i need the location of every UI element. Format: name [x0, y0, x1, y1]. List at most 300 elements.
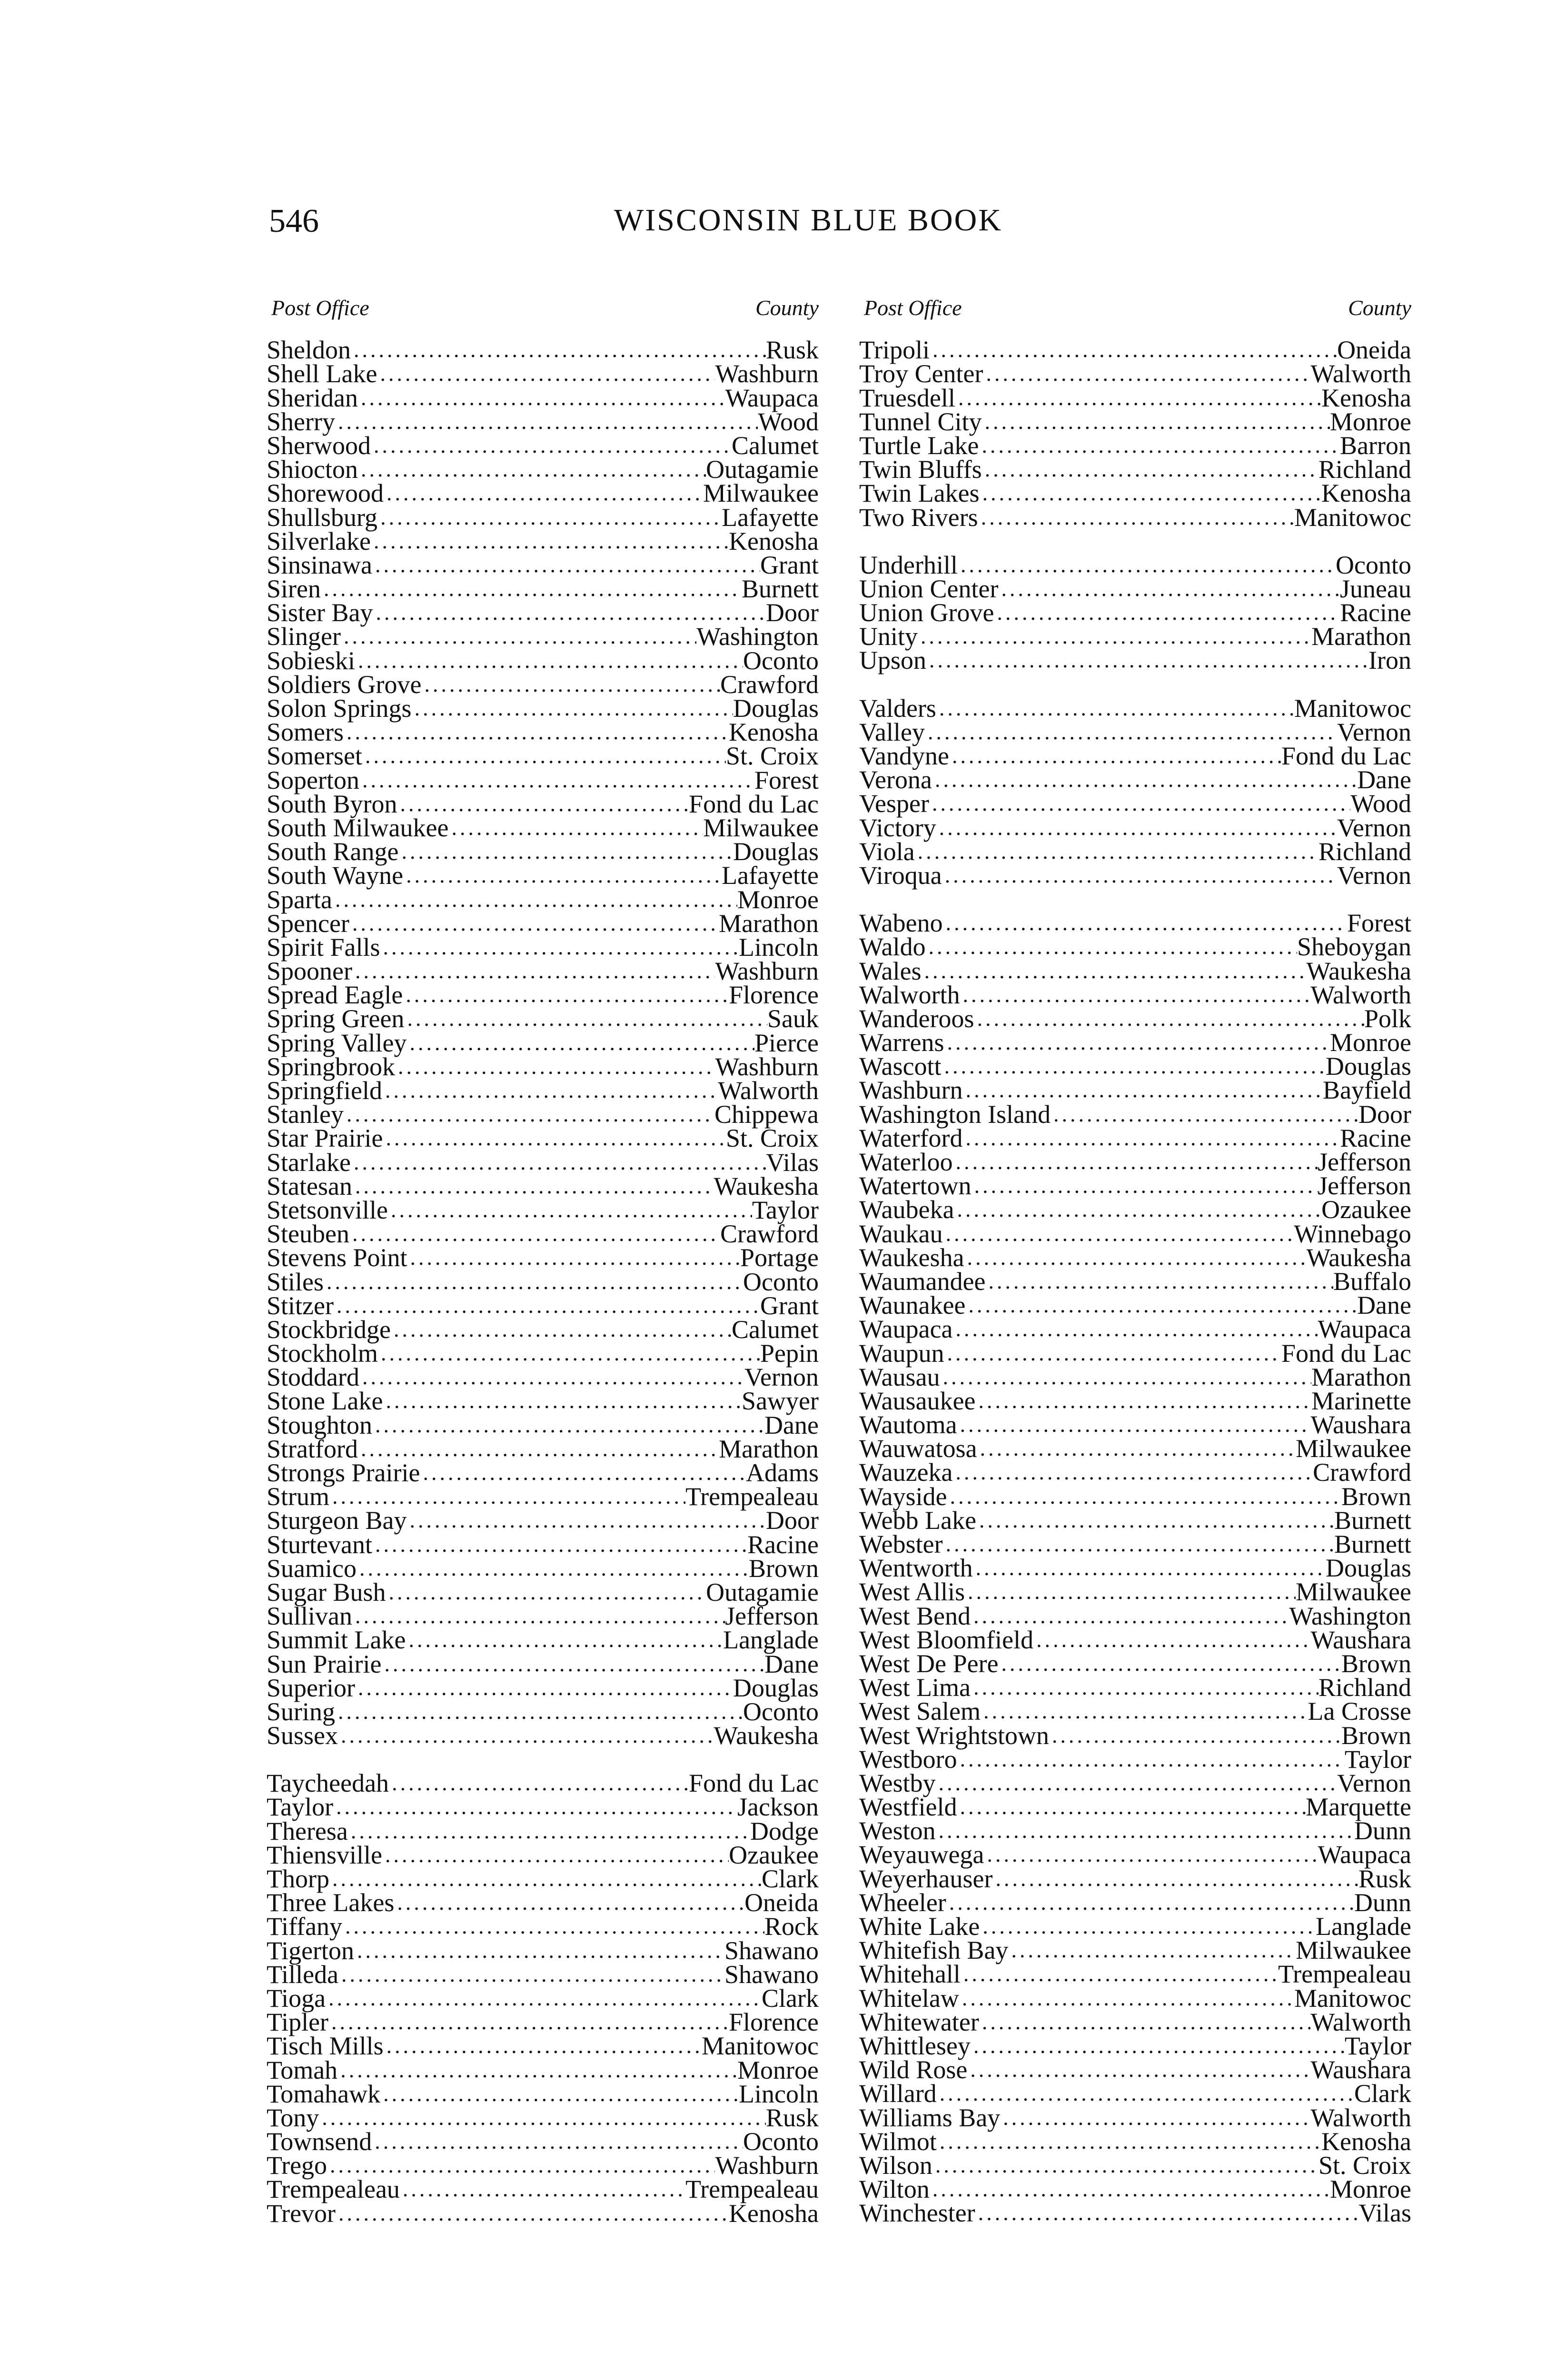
- post-office-name: Shiocton: [267, 455, 358, 484]
- directory-entry: [267, 1697, 819, 1726]
- post-office-name: White Lake: [859, 1912, 980, 1941]
- post-office-name: Trego: [267, 2151, 327, 2180]
- post-office-name: Williams Bay: [859, 2103, 1001, 2132]
- directory-entry: [267, 1291, 819, 1320]
- county-name: Fond du Lac: [1281, 1339, 1411, 1368]
- post-office-name: Strongs Prairie: [267, 1458, 420, 1487]
- county-name: Shawano: [724, 1936, 819, 1965]
- post-office-name: Stone Lake: [267, 1387, 383, 1416]
- directory-entry: [267, 1410, 819, 1439]
- directory-entry: [859, 455, 1411, 484]
- county-name: Calumet: [732, 431, 819, 460]
- county-name: Rusk: [1358, 1864, 1411, 1893]
- directory-entry: [859, 1028, 1411, 1057]
- county-name: St. Croix: [1318, 2151, 1411, 2180]
- post-office-name: West Wrightstown: [859, 1721, 1049, 1750]
- directory-entry: [859, 932, 1411, 962]
- dot-leader: [965, 1580, 1296, 1604]
- post-office-name: Tony: [267, 2103, 319, 2132]
- county-name: Dunn: [1354, 1816, 1411, 1845]
- dot-leader: [382, 1079, 718, 1102]
- dot-leader: [949, 744, 1281, 768]
- post-office-name: West De Pere: [859, 1649, 999, 1678]
- directory-entry: [267, 1577, 819, 1606]
- post-office-name: West Bend: [859, 1601, 971, 1630]
- county-name: Milwaukee: [1296, 1936, 1411, 1965]
- directory-entry: [859, 1291, 1411, 1320]
- directory-entry: [859, 1482, 1411, 1511]
- directory-entry: [859, 1219, 1411, 1248]
- directory-entry: [267, 789, 819, 818]
- county-name: Trempealeau: [1278, 1960, 1411, 1989]
- dot-leader: [383, 1389, 742, 1413]
- dot-leader: [327, 2153, 715, 2177]
- directory-entry: [267, 1148, 819, 1177]
- dot-leader: [329, 1485, 685, 1508]
- directory-entry: [267, 2199, 819, 2228]
- directory-entry: [859, 574, 1411, 603]
- post-office-name: Sun Prairie: [267, 1649, 382, 1678]
- dot-leader: [377, 362, 715, 386]
- directory-entry: [267, 1649, 819, 1678]
- directory-entry: [859, 1458, 1411, 1487]
- county-name: Washburn: [715, 2151, 819, 2180]
- directory-entry: [859, 1673, 1411, 1702]
- county-name: Jackson: [737, 1793, 819, 1822]
- dot-leader: [943, 1532, 1334, 1556]
- dot-leader: [337, 2058, 737, 2082]
- post-office-name: Wentworth: [859, 1554, 973, 1583]
- county-name: Monroe: [1330, 2175, 1411, 2204]
- post-office-name: Waukau: [859, 1219, 943, 1248]
- county-name: Clark: [1354, 2079, 1411, 2108]
- page-number: 546: [269, 203, 319, 239]
- county-name: Iron: [1368, 646, 1411, 675]
- post-office-name: Verona: [859, 765, 932, 794]
- dot-leader: [329, 1867, 762, 1891]
- post-office-name: Tigerton: [267, 1936, 355, 1965]
- post-office-name: Slinger: [267, 622, 341, 651]
- dot-leader: [403, 863, 722, 887]
- county-name: Portage: [740, 1243, 819, 1272]
- directory-entry: [859, 1864, 1411, 1893]
- county-name: Pepin: [760, 1339, 819, 1368]
- post-office-name: Washington Island: [859, 1100, 1051, 1129]
- county-name: Buffalo: [1333, 1267, 1411, 1296]
- directory-entry: [859, 1577, 1411, 1606]
- post-office-name: Sheridan: [267, 383, 358, 412]
- dot-leader: [371, 434, 732, 457]
- post-office-name: Solon Springs: [267, 694, 412, 723]
- directory-entry: [859, 1315, 1411, 1344]
- county-name: Douglas: [733, 694, 819, 723]
- dot-leader: [1008, 1938, 1296, 1962]
- county-name: Crawford: [720, 1220, 819, 1249]
- post-office-name: Wild Rose: [859, 2055, 968, 2084]
- dot-leader: [354, 1939, 724, 1963]
- directory-entry: [267, 1387, 819, 1416]
- right-column: [859, 295, 1411, 2228]
- dot-leader: [319, 2106, 766, 2130]
- post-office-name: Wausaukee: [859, 1386, 976, 1415]
- post-office-name: Spring Green: [267, 1004, 405, 1033]
- post-office-name: Waldo: [859, 932, 926, 962]
- county-name: Kenosha: [1321, 2127, 1411, 2156]
- directory-entry: [267, 1960, 819, 1989]
- directory-entry: [859, 646, 1411, 675]
- county-name: Waupaca: [725, 383, 819, 412]
- right-column-header: [859, 295, 1411, 338]
- county-name: Walworth: [1310, 2007, 1411, 2036]
- directory-entry: [267, 694, 819, 723]
- county-name: Richland: [1318, 455, 1411, 484]
- directory-entry: [859, 717, 1411, 746]
- county-name: Trempealeau: [685, 1482, 819, 1511]
- directory-entry: [267, 383, 819, 412]
- post-office-name: Stevens Point: [267, 1243, 407, 1272]
- dot-leader: [922, 959, 1307, 983]
- post-office-name: Unity: [859, 622, 918, 651]
- county-name: Waukesha: [714, 1171, 819, 1200]
- post-office-name: Sturtevant: [267, 1530, 372, 1559]
- post-office-name: Warrens: [859, 1028, 944, 1057]
- county-name: Rusk: [765, 2103, 819, 2132]
- county-name: Brown: [1341, 1721, 1411, 1750]
- dot-leader: [944, 1341, 1281, 1365]
- directory-entry: [267, 336, 819, 365]
- dot-leader: [1033, 1628, 1310, 1652]
- directory-entry: [859, 765, 1411, 794]
- post-office-name: West Salem: [859, 1697, 981, 1726]
- directory-entry: [267, 1458, 819, 1487]
- dot-leader: [420, 1461, 746, 1485]
- post-office-name: Webb Lake: [859, 1506, 977, 1535]
- group-spacer: [859, 672, 1411, 696]
- county-name: Monroe: [1330, 407, 1411, 436]
- post-office-name: Whitehall: [859, 1960, 961, 1989]
- county-header: County: [1348, 296, 1411, 320]
- dot-leader: [358, 1437, 719, 1461]
- dot-leader: [421, 673, 720, 696]
- county-name: Langlade: [723, 1626, 819, 1655]
- directory-entry: [267, 670, 819, 699]
- post-office-name: Valley: [859, 717, 925, 746]
- county-name: Manitowoc: [1294, 694, 1411, 723]
- county-name: Oconto: [743, 2127, 819, 2156]
- post-office-name: Weyerhauser: [859, 1864, 993, 1893]
- directory-entry: [859, 2031, 1411, 2060]
- dot-leader: [407, 1246, 741, 1269]
- directory-entry: [859, 1076, 1411, 1105]
- county-name: Chippewa: [714, 1100, 819, 1129]
- county-name: Grant: [760, 550, 819, 579]
- dot-leader: [332, 888, 737, 912]
- county-name: Fond du Lac: [689, 789, 819, 818]
- directory-entry: [267, 2008, 819, 2037]
- county-name: Shawano: [724, 1960, 819, 1989]
- post-office-name: Waubeka: [859, 1195, 954, 1224]
- dot-leader: [983, 362, 1311, 386]
- directory-entry: [267, 1888, 819, 1917]
- directory-entry: [267, 1004, 819, 1033]
- directory-entry: [859, 407, 1411, 436]
- dot-leader: [382, 1843, 729, 1867]
- dot-leader: [357, 1557, 749, 1580]
- directory-entry: [267, 1052, 819, 1081]
- post-office-name: Stiles: [267, 1267, 324, 1296]
- post-office-name: Sparta: [267, 885, 332, 914]
- dot-leader: [358, 386, 725, 410]
- post-office-name: Sobieski: [267, 646, 356, 675]
- directory-entry: [267, 455, 819, 484]
- directory-entry: [859, 1840, 1411, 1869]
- post-office-name: Trempealeau: [267, 2175, 400, 2204]
- dot-leader: [953, 1317, 1318, 1341]
- dot-leader: [388, 1198, 752, 1222]
- directory-entry: [267, 1100, 819, 1129]
- dot-leader: [930, 338, 1337, 362]
- post-office-name: Two Rivers: [859, 503, 978, 532]
- directory-entry: [859, 789, 1411, 818]
- dot-leader: [925, 720, 1337, 744]
- county-name: Barron: [1340, 431, 1411, 460]
- dot-leader: [979, 434, 1340, 457]
- post-office-name: Stoughton: [267, 1410, 373, 1439]
- directory-entry: [267, 503, 819, 532]
- post-office-name: Whitefish Bay: [859, 1936, 1009, 1965]
- dot-leader: [982, 457, 1318, 481]
- dot-leader: [389, 1771, 689, 1795]
- post-office-name: South Milwaukee: [267, 813, 449, 842]
- dot-leader: [406, 1628, 723, 1652]
- directory-entry: [267, 981, 819, 1010]
- dot-leader: [324, 1270, 743, 1294]
- post-office-name: Shullsburg: [267, 503, 378, 532]
- county-name: Milwaukee: [703, 479, 819, 508]
- post-office-name: Wanderoos: [859, 1004, 974, 1033]
- dot-leader: [980, 481, 1321, 505]
- dot-leader: [1000, 2106, 1310, 2130]
- post-office-name: Turtle Lake: [859, 431, 979, 460]
- county-name: Kenosha: [729, 2199, 819, 2228]
- county-name: Vilas: [1358, 2199, 1411, 2228]
- dot-leader: [352, 1174, 714, 1198]
- dot-leader: [377, 506, 722, 529]
- post-office-name: Somers: [267, 718, 344, 747]
- directory-entry: [859, 1768, 1411, 1797]
- directory-entry: [267, 2055, 819, 2084]
- post-office-name: Superior: [267, 1673, 355, 1702]
- county-name: Lafayette: [722, 503, 819, 532]
- directory-entry: [267, 1554, 819, 1583]
- directory-entry: [267, 2151, 819, 2180]
- dot-leader: [400, 2177, 685, 2201]
- county-name: Dodge: [750, 1816, 819, 1845]
- dot-leader: [372, 553, 760, 577]
- directory-entry: [859, 1386, 1411, 1415]
- post-office-name: Tipler: [267, 2008, 329, 2037]
- directory-entry: [267, 1434, 819, 1463]
- county-name: Burnett: [1334, 1530, 1411, 1558]
- county-name: Taylor: [1344, 2031, 1411, 2060]
- county-name: Forest: [1347, 909, 1411, 938]
- county-name: Marathon: [1311, 1362, 1411, 1391]
- dot-leader: [936, 696, 1294, 720]
- county-name: Vernon: [1337, 717, 1411, 746]
- post-office-name: West Bloomfield: [859, 1625, 1034, 1654]
- directory-entry: [267, 1220, 819, 1249]
- dot-leader: [932, 768, 1357, 792]
- county-name: Monroe: [737, 2055, 819, 2084]
- county-name: Brown: [1341, 1482, 1411, 1511]
- dot-leader: [961, 1962, 1278, 1986]
- county-name: Walworth: [718, 1076, 819, 1105]
- post-office-name: South Range: [267, 837, 399, 866]
- directory-entry: [267, 1721, 819, 1750]
- county-name: Sheboygan: [1297, 932, 1411, 962]
- dot-leader: [964, 1246, 1307, 1269]
- dot-leader: [349, 912, 719, 935]
- directory-entry: [267, 1028, 819, 1057]
- dot-leader: [973, 1556, 1326, 1580]
- dot-leader: [397, 792, 689, 816]
- post-office-name: Valders: [859, 694, 936, 723]
- directory-entry: [859, 980, 1411, 1009]
- directory-entry: [267, 837, 819, 866]
- post-office-name: Washburn: [859, 1076, 963, 1105]
- post-office-name: Tilleda: [267, 1960, 339, 1989]
- dot-leader: [335, 1700, 743, 1724]
- directory-entry: [859, 1697, 1411, 1726]
- county-name: Vernon: [1337, 861, 1411, 890]
- directory-entry: [267, 1816, 819, 1845]
- county-name: Taylor: [1344, 1745, 1411, 1774]
- post-office-name: Taylor: [267, 1793, 334, 1822]
- dot-leader: [926, 648, 1368, 672]
- county-name: Marathon: [719, 1434, 819, 1463]
- directory-entry: [859, 1983, 1411, 2013]
- post-office-name: Somerset: [267, 742, 362, 771]
- dot-leader: [932, 2153, 1318, 2177]
- county-name: Adams: [746, 1458, 819, 1487]
- dot-leader: [994, 601, 1340, 625]
- directory-entry: [859, 2199, 1411, 2228]
- directory-entry: [859, 1004, 1411, 1033]
- directory-entry: [859, 1362, 1411, 1391]
- dot-leader: [378, 1341, 760, 1365]
- post-office-name: Starlake: [267, 1148, 351, 1177]
- county-name: Milwaukee: [1296, 1577, 1411, 1606]
- dot-leader: [348, 1819, 750, 1843]
- post-office-name: Westboro: [859, 1745, 957, 1774]
- directory-entry: [267, 1482, 819, 1511]
- post-office-name: Wayside: [859, 1482, 947, 1511]
- county-name: Fond du Lac: [689, 1769, 819, 1798]
- post-office-name: Trevor: [267, 2199, 336, 2228]
- county-name: Vernon: [744, 1363, 819, 1392]
- dot-leader: [371, 529, 729, 553]
- post-office-name: Shorewood: [267, 479, 384, 508]
- post-office-name: Silverlake: [267, 526, 371, 555]
- county-name: Forest: [754, 765, 819, 794]
- post-office-name: South Byron: [267, 789, 397, 818]
- directory-entry: [267, 1315, 819, 1344]
- dot-leader: [352, 959, 715, 983]
- post-office-name: Waterford: [859, 1123, 963, 1152]
- dot-leader: [943, 911, 1347, 935]
- post-office-name: Wilmot: [859, 2127, 937, 2156]
- directory-entry: [267, 718, 819, 747]
- directory-entry: [267, 2079, 819, 2108]
- dot-leader: [372, 2130, 743, 2153]
- post-office-name: Wauzeka: [859, 1458, 953, 1487]
- directory-entry: [859, 1171, 1411, 1200]
- dot-leader: [943, 1222, 1294, 1246]
- county-name: Manitowoc: [702, 2032, 819, 2061]
- directory-entry: [267, 861, 819, 890]
- county-name: Manitowoc: [1294, 1983, 1411, 2013]
- post-office-name: Wascott: [859, 1052, 941, 1081]
- county-name: Clark: [762, 1983, 819, 2013]
- directory-entry: [267, 1339, 819, 1368]
- directory-entry: [267, 622, 819, 651]
- post-office-name: Sturgeon Bay: [267, 1506, 407, 1535]
- post-office-name: Tomah: [267, 2055, 338, 2084]
- post-office-header: Post Office: [864, 296, 962, 320]
- post-office-name: Wautoma: [859, 1410, 957, 1439]
- dot-leader: [937, 2082, 1354, 2105]
- county-name: Kenosha: [729, 718, 819, 747]
- county-name: Florence: [729, 981, 819, 1010]
- post-office-name: Statesan: [267, 1171, 352, 1200]
- directory-entry: [859, 479, 1411, 508]
- directory-entry: [859, 2127, 1411, 2156]
- dot-leader: [977, 1437, 1296, 1460]
- directory-entry: [267, 1936, 819, 1965]
- county-name: Manitowoc: [1294, 503, 1411, 532]
- dot-leader: [915, 840, 1318, 863]
- dot-leader: [999, 1652, 1341, 1676]
- directory-entry: [267, 932, 819, 962]
- county-name: Vernon: [1337, 813, 1411, 842]
- post-office-name: Sherry: [267, 407, 335, 436]
- post-office-name: Townsend: [267, 2127, 372, 2156]
- county-name: Jefferson: [1318, 1171, 1411, 1200]
- directory-entry: [859, 2103, 1411, 2132]
- county-name: Outagamie: [706, 1577, 819, 1606]
- post-office-name: Whitewater: [859, 2007, 979, 2036]
- dot-leader: [1050, 1102, 1358, 1126]
- left-column-header: [267, 295, 819, 338]
- dot-leader: [936, 1819, 1354, 1843]
- post-office-name: Walworth: [859, 980, 960, 1009]
- directory-entry: [267, 1124, 819, 1153]
- dot-leader: [966, 1293, 1358, 1317]
- dot-leader: [336, 2202, 729, 2225]
- post-office-name: Theresa: [267, 1816, 348, 1845]
- dot-leader: [944, 1031, 1330, 1054]
- directory-entry: [267, 1840, 819, 1869]
- county-name: Racine: [1340, 598, 1411, 627]
- directory-entry: [859, 1506, 1411, 1535]
- dot-leader: [328, 2010, 729, 2034]
- post-office-name: Stockbridge: [267, 1315, 391, 1344]
- dot-leader: [930, 2177, 1330, 2201]
- county-name: Marathon: [719, 909, 819, 938]
- directory-entry: [859, 861, 1411, 890]
- post-office-name: Sherwood: [267, 431, 371, 460]
- post-office-name: Wausau: [859, 1362, 940, 1391]
